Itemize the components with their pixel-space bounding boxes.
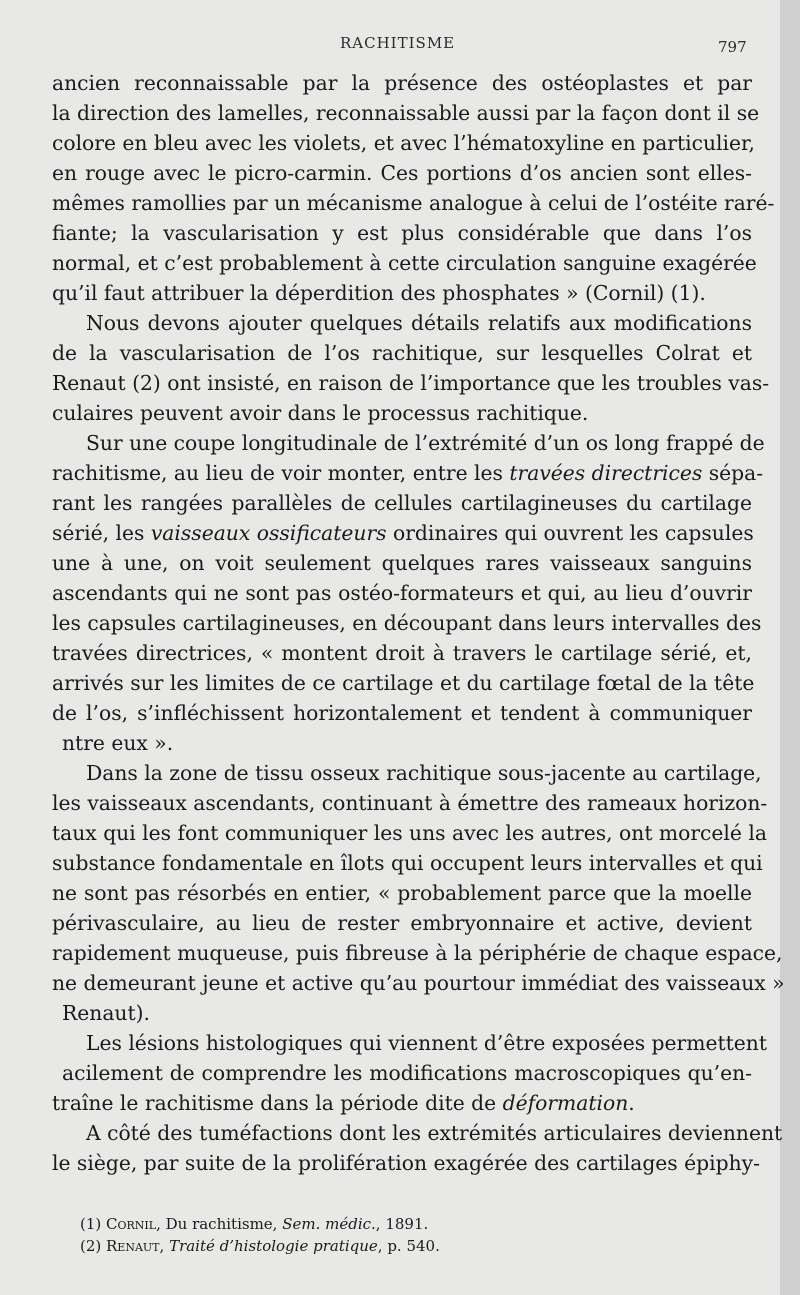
text-line: fiante; la vascularisation y est plus considérable que dans l’os xyxy=(52,221,752,245)
text-line: substance fondamentale en îlots qui occupent leurs intervalles et qui xyxy=(52,851,763,875)
text-line: ne sont pas résorbés en entier, « probablement parce que la moelle xyxy=(52,881,752,905)
text-line: rant les rangées parallèles de cellules cartilagineuses du cartilage xyxy=(52,491,752,515)
text-line: qu’il faut attribuer la déperdition des phosphates » (Cornil) (1). xyxy=(52,281,706,305)
text-line: rachitisme, au lieu de voir monter, entre les travées directrices sépa- xyxy=(52,461,764,485)
text-line: colore en bleu avec les violets, et avec l’hématoxyline en particulier, xyxy=(52,131,755,155)
text-line: travées directrices, « montent droit à travers le cartilage sérié, et, xyxy=(52,641,752,665)
text-line: ancien reconnaissable par la présence des ostéoplastes et par xyxy=(52,71,752,95)
text-line: de la vascularisation de l’os rachitique, sur lesquelles Colrat et xyxy=(52,341,752,365)
page-number: 797 xyxy=(718,38,747,56)
text-line: acilement de comprendre les modifications macroscopiques qu’en- xyxy=(62,1061,752,1085)
text-line: normal, et c’est probablement à cette circulation sanguine exagérée xyxy=(52,251,757,275)
text-line: périvasculaire, au lieu de rester embryonnaire et active, devient xyxy=(52,911,752,935)
text-line: Les lésions histologiques qui viennent d’être exposées permettent xyxy=(86,1031,767,1055)
text-line: Renaut (2) ont insisté, en raison de l’importance que les troubles vas- xyxy=(52,371,770,395)
body-text xyxy=(52,68,785,1178)
running-title: RACHITISME xyxy=(340,34,456,52)
text-line: Nous devons ajouter quelques détails relatifs aux modifications xyxy=(86,311,752,335)
text-line: Renaut). xyxy=(62,1001,150,1025)
footnotes xyxy=(80,1213,740,1257)
text-line: en rouge avec le picro-carmin. Ces portions d’os ancien sont elles- xyxy=(52,161,752,185)
text-line: ne demeurant jeune et active qu’au pourtour immédiat des vaisseaux » xyxy=(52,971,785,995)
text-line: la direction des lamelles, reconnaissable aussi par la façon dont il se xyxy=(52,101,760,125)
footnote: (1) Cornil, Du rachitisme, Sem. médic., 1891. xyxy=(80,1215,429,1233)
text-line: ntre eux ». xyxy=(62,731,174,755)
text-line: Dans la zone de tissu osseux rachitique sous-jacente au cartilage, xyxy=(86,761,762,785)
page-header xyxy=(0,34,780,58)
text-line: taux qui les font communiquer les uns avec les autres, ont morcelé la xyxy=(52,821,767,845)
text-line: sérié, les vaisseaux ossificateurs ordinaires qui ouvrent les capsules xyxy=(52,521,754,545)
text-line: culaires peuvent avoir dans le processus rachitique. xyxy=(52,401,589,425)
text-line: rapidement muqueuse, puis fibreuse à la périphérie de chaque espace, xyxy=(52,941,783,965)
text-line: mêmes ramollies par un mécanisme analogue à celui de l’ostéite raré- xyxy=(52,191,775,215)
text-line: le siège, par suite de la prolifération exagérée des cartilages épiphy- xyxy=(52,1151,760,1175)
text-line: de l’os, s’infléchissent horizontalement et tendent à communiquer xyxy=(52,701,752,725)
text-line: une à une, on voit seulement quelques rares vaisseaux sanguins xyxy=(52,551,752,575)
text-line: A côté des tuméfactions dont les extrémités articulaires deviennent xyxy=(86,1121,783,1145)
text-line: ascendants qui ne sont pas ostéo-formateurs et qui, au lieu d’ouvrir xyxy=(52,581,752,605)
text-line: arrivés sur les limites de ce cartilage et du cartilage fœtal de la tête xyxy=(52,671,755,695)
text-line: les vaisseaux ascendants, continuant à émettre des rameaux horizon- xyxy=(52,791,768,815)
text-line: les capsules cartilagineuses, en découpant dans leurs intervalles des xyxy=(52,611,762,635)
text-line: traîne le rachitisme dans la période dite de déformation. xyxy=(52,1091,635,1115)
footnote: (2) Renaut, Traité d’histologie pratique, p. 540. xyxy=(80,1237,440,1255)
text-line: Sur une coupe longitudinale de l’extrémité d’un os long frappé de xyxy=(86,431,765,455)
